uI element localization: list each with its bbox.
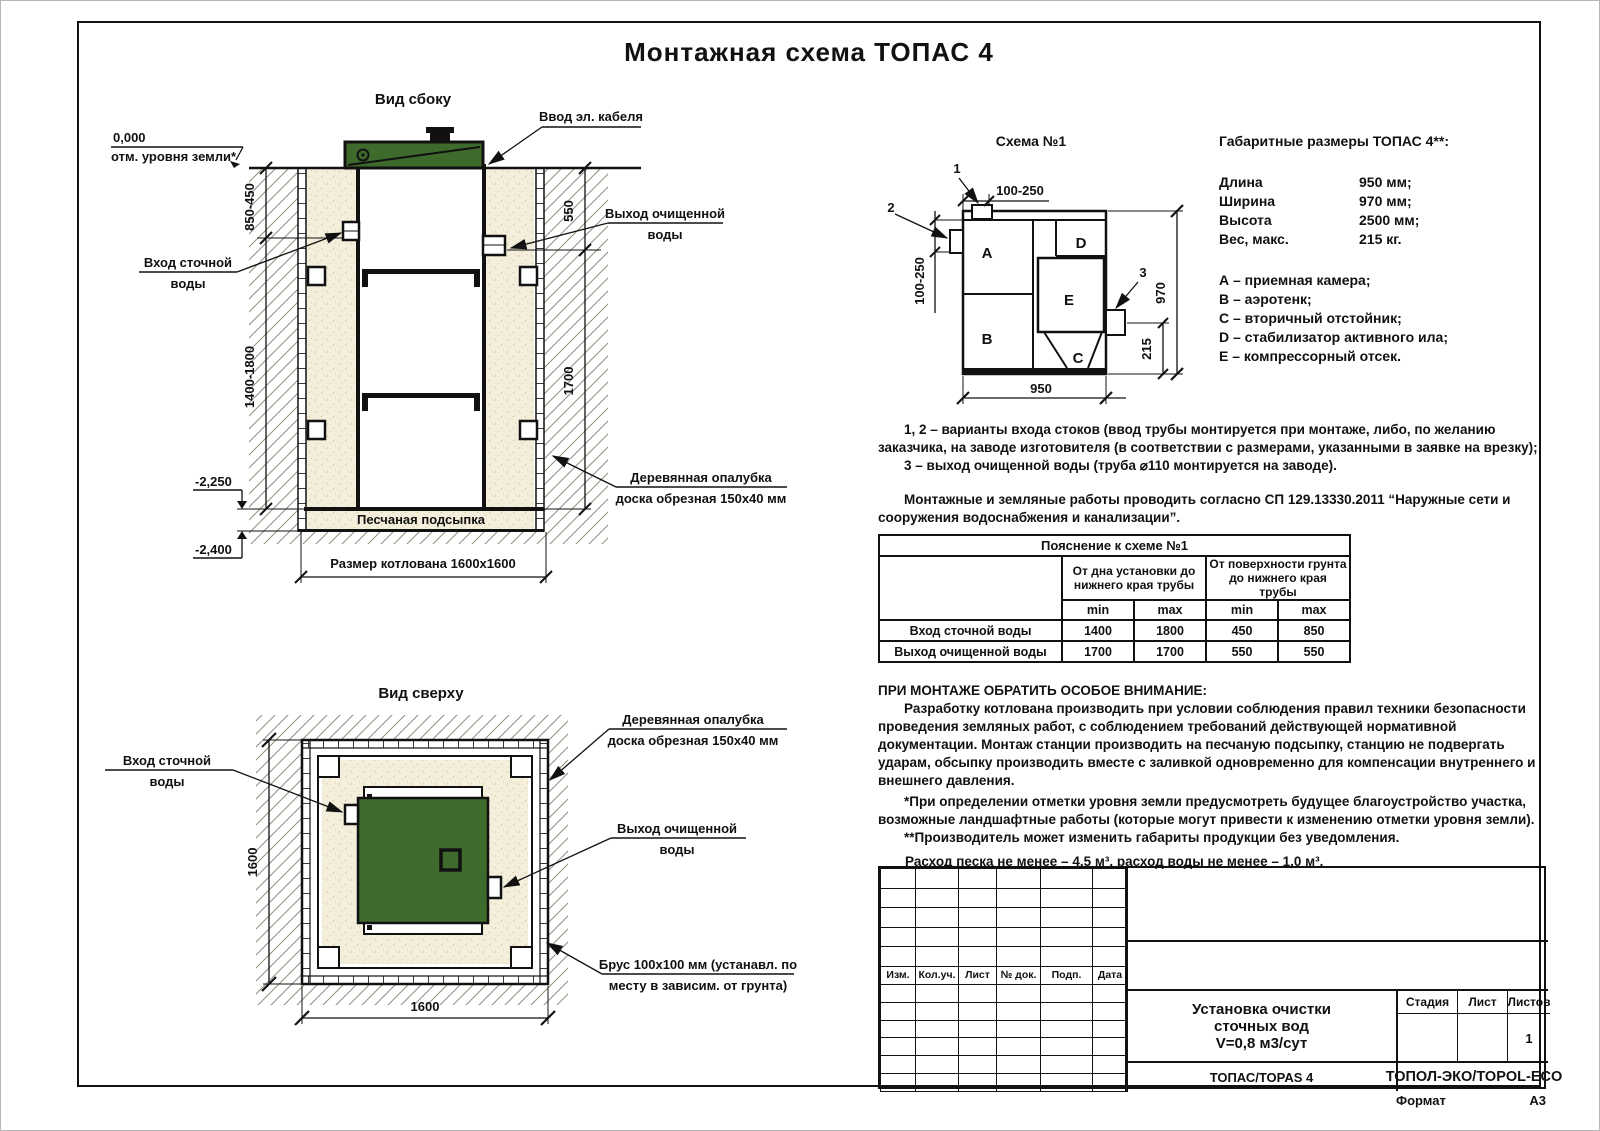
- pit-size-label: Размер котлована 1600х1600: [330, 556, 516, 571]
- footnote-2: **Производитель может изменить габариты продукции без уведомления.: [904, 830, 1400, 845]
- col-izm: Изм.: [881, 966, 916, 984]
- col-data: Дата: [1093, 966, 1128, 984]
- tank-plan: [358, 798, 488, 923]
- format-value: А3: [1529, 1093, 1546, 1108]
- stamp-main-row: [1125, 991, 1551, 1063]
- spec-row: [1219, 173, 1549, 192]
- dim-depth-bottom: 1400-1800: [242, 345, 257, 409]
- top-view-title: Вид сверху: [378, 685, 464, 702]
- footnote-1: *При определении отметки уровня земли предусмотреть будущее благоустройство участка, возможные ландшафтные работы (которые могут привести к изменению отметки уровня земли).: [878, 794, 1535, 827]
- col-ndok: № док.: [997, 966, 1041, 984]
- side-view-drawing: [111, 91, 787, 583]
- formwork-label-line1: Деревянная опалубка: [630, 470, 772, 485]
- vent-hatch: [441, 850, 460, 870]
- stamp-empty-top: [1125, 868, 1548, 942]
- col-list: Лист: [959, 966, 997, 984]
- spec-row: [1219, 211, 1549, 230]
- specs-block: [1219, 132, 1549, 366]
- table-row: [879, 620, 1350, 641]
- row-value: 550: [1206, 641, 1278, 662]
- dim-plan-width: 1600: [410, 999, 440, 1014]
- legend-item: В – аэротенк;: [1219, 291, 1312, 307]
- inlet-stub-plan: [345, 805, 358, 824]
- formwork-right: [536, 168, 544, 531]
- elev-pit-bottom: -2,400: [195, 542, 232, 557]
- row-value: 850: [1278, 620, 1350, 641]
- compartment-a: A: [981, 245, 993, 262]
- spec-row: [1219, 230, 1549, 249]
- beam-label-line1: Брус 100х100 мм (устанавл. по: [598, 957, 798, 972]
- document-title-line2: сточных вод: [1214, 1017, 1309, 1035]
- note-inlet-variants: 1, 2 – варианты входа стоков (ввод трубы монтируется при монтаже, либо, по желанию заказчика, на заводе изготовителя (в соответствии с размерами, указанными в заявке на врезку);: [878, 422, 1538, 455]
- legend-item: Е – компрессорный отсек.: [1219, 348, 1401, 364]
- dim-outlet-bottom: 1700: [561, 366, 576, 396]
- compartment-e: E: [1063, 292, 1075, 309]
- spec-label: Длина: [1219, 174, 1263, 190]
- scheme-marker-1: 1: [953, 161, 961, 176]
- attention-heading: ПРИ МОНТАЖЕ ОБРАТИТЬ ОСОБОЕ ВНИМАНИЕ:: [878, 683, 1208, 698]
- spec-label: Ширина: [1219, 193, 1276, 209]
- outlet-label-line2: воды: [647, 227, 683, 242]
- table-max-header: max: [1134, 600, 1206, 620]
- document-title-line3: V=0,8 м3/сут: [1215, 1034, 1308, 1052]
- table-group2-header: От поверхности грунта до нижнего края трубы: [1206, 556, 1350, 600]
- stamp-bottom-row: [1125, 1063, 1563, 1091]
- scheme-port-1: [972, 205, 992, 219]
- row-value: 1700: [1134, 641, 1206, 662]
- dim-depth-top: 850-450: [242, 183, 257, 231]
- outlet-plan-label-line2: воды: [659, 842, 695, 857]
- spec-label: Высота: [1219, 212, 1272, 228]
- compartment-d: D: [1075, 235, 1087, 252]
- row-value: 1400: [1062, 620, 1134, 641]
- product-name: ТОПАС/TOPAS 4: [1127, 1063, 1398, 1091]
- format-label: Формат: [1396, 1093, 1446, 1108]
- scheme-drawing: [887, 133, 1183, 404]
- stamp-empty-mid: [1125, 942, 1548, 991]
- company-name: ТОПОЛ-ЭКО/TOPOL-ECO: [1385, 1069, 1563, 1085]
- scheme-port-3: [1106, 310, 1125, 335]
- scheme-marker-3: 3: [1139, 265, 1147, 280]
- row-value: 550: [1278, 641, 1350, 662]
- formwork-label-line2: доска обрезная 150х40 мм: [615, 491, 787, 506]
- scheme-dim-width: 950: [1030, 381, 1052, 396]
- footnotes-block: [878, 793, 1558, 847]
- elev-zero-note: отм. уровня земли*: [111, 149, 237, 164]
- compartment-c: C: [1072, 350, 1084, 367]
- legend-item: D – стабилизатор активного ила;: [1219, 329, 1448, 345]
- title-block: [878, 866, 1563, 1089]
- side-view-title: Вид сбоку: [374, 91, 452, 108]
- document-title: [1127, 991, 1398, 1061]
- stage-value: [1398, 1014, 1458, 1063]
- sheets-value: 1: [1525, 1031, 1533, 1046]
- row-label: Выход очищенной воды: [879, 641, 1062, 662]
- explanation-table: [878, 534, 1351, 663]
- table-corner-cell: [879, 556, 1062, 620]
- stage-header: Стадия: [1398, 991, 1458, 1014]
- col-koluch: Кол.уч.: [916, 966, 959, 984]
- scheme-dim-height: 970: [1153, 282, 1168, 304]
- specs-heading: Габаритные размеры ТОПАС 4**:: [1219, 133, 1449, 149]
- format-note: [1396, 1093, 1546, 1108]
- spec-label: Вес, макс.: [1219, 231, 1289, 247]
- scheme-port-2: [950, 230, 963, 253]
- col-podp: Подп.: [1041, 966, 1093, 984]
- table-max-header: max: [1278, 600, 1350, 620]
- inlet-label-line2: воды: [170, 276, 206, 291]
- cable-entry-label: Ввод эл. кабеля: [538, 109, 644, 124]
- scheme-dim-left: 100-250: [912, 257, 927, 305]
- note-outlet: 3 – выход очищенной воды (труба ⌀110 монтируется на заводе).: [904, 458, 1337, 473]
- attention-body: Разработку котлована производить при условии соблюдения правил техники безопасности проведения земляных работ, с соблюдением требований действующей нормативной документации. Монтаж станции производить на песчаную подсыпку, станцию не подвергать ударам, обсыпку производить вместе с заливкой одновременно для компенсации внутреннего и внешнего давления.: [878, 701, 1536, 788]
- tank-body: [358, 166, 484, 509]
- page-title: Монтажная схема ТОПАС 4: [624, 37, 994, 67]
- notes-block: [878, 421, 1548, 527]
- consumption-note: Расход песка не менее – 4,5 м³, расход воды не менее – 1,0 м³.: [905, 854, 1324, 869]
- outlet-label-line1: Выход очищенной: [604, 206, 726, 221]
- spec-value: 215 кг.: [1359, 231, 1402, 247]
- legend-item: С – вторичный отстойник;: [1219, 310, 1402, 326]
- compartment-legend: [1219, 271, 1549, 366]
- table-group1-header: От дна установки до нижнего края трубы: [1062, 556, 1206, 600]
- table-min-header: min: [1062, 600, 1134, 620]
- sand-label: Песчаная подсыпка: [357, 512, 485, 527]
- row-value: 1700: [1062, 641, 1134, 662]
- formwork-plan-label-line1: Деревянная опалубка: [622, 712, 764, 727]
- scheme-title: Схема №1: [995, 133, 1067, 149]
- legend-item: А – приемная камера;: [1219, 272, 1371, 288]
- formwork-left: [298, 168, 306, 531]
- row-value: 1800: [1134, 620, 1206, 641]
- revision-grid: [880, 868, 1128, 1092]
- table-min-header: min: [1206, 600, 1278, 620]
- inlet-plan-label-line2: воды: [149, 774, 185, 789]
- top-view-drawing: [105, 685, 797, 1025]
- row-label: Вход сточной воды: [879, 620, 1062, 641]
- elev-tank-bottom: -2,250: [195, 474, 232, 489]
- dim-plan-height: 1600: [245, 847, 260, 877]
- spec-value: 2500 мм;: [1359, 212, 1420, 228]
- compartment-b: B: [981, 331, 993, 348]
- spec-value: 970 мм;: [1359, 193, 1412, 209]
- inlet-label-line1: Вход сточной: [143, 255, 233, 270]
- sheets-header: Листов: [1508, 991, 1550, 1014]
- table-title: Пояснение к схеме №1: [879, 535, 1350, 556]
- formwork-plan-label-line2: доска обрезная 150х40 мм: [607, 733, 779, 748]
- table-row: [879, 641, 1350, 662]
- sheet-value: [1458, 1014, 1508, 1063]
- sheet-header: Лист: [1458, 991, 1508, 1014]
- revision-header-row: [881, 966, 1128, 984]
- spec-row: [1219, 192, 1549, 211]
- outlet-stub-plan: [488, 877, 501, 898]
- inlet-plan-label-line1: Вход сточной: [122, 753, 212, 768]
- elev-zero-value: 0,000: [113, 130, 146, 145]
- attention-block: [878, 682, 1550, 790]
- document-title-line1: Установка очистки: [1191, 1000, 1331, 1018]
- stage-sheet-grid: [1398, 991, 1550, 1061]
- outlet-plan-label-line1: Выход очищенной: [616, 821, 738, 836]
- row-value: 450: [1206, 620, 1278, 641]
- beam-label-line2: месту в зависим. от грунта): [608, 978, 788, 993]
- scheme-marker-2: 2: [887, 200, 895, 215]
- scheme-dim-top: 100-250: [996, 183, 1044, 198]
- spec-value: 950 мм;: [1359, 174, 1412, 190]
- note-regulations: Монтажные и земляные работы проводить согласно СП 129.13330.2011 “Наружные сети и сооружения водоснабжения и канализации”.: [878, 492, 1511, 525]
- dim-outlet-top: 550: [561, 200, 576, 222]
- scheme-dim-outlet: 215: [1139, 338, 1154, 360]
